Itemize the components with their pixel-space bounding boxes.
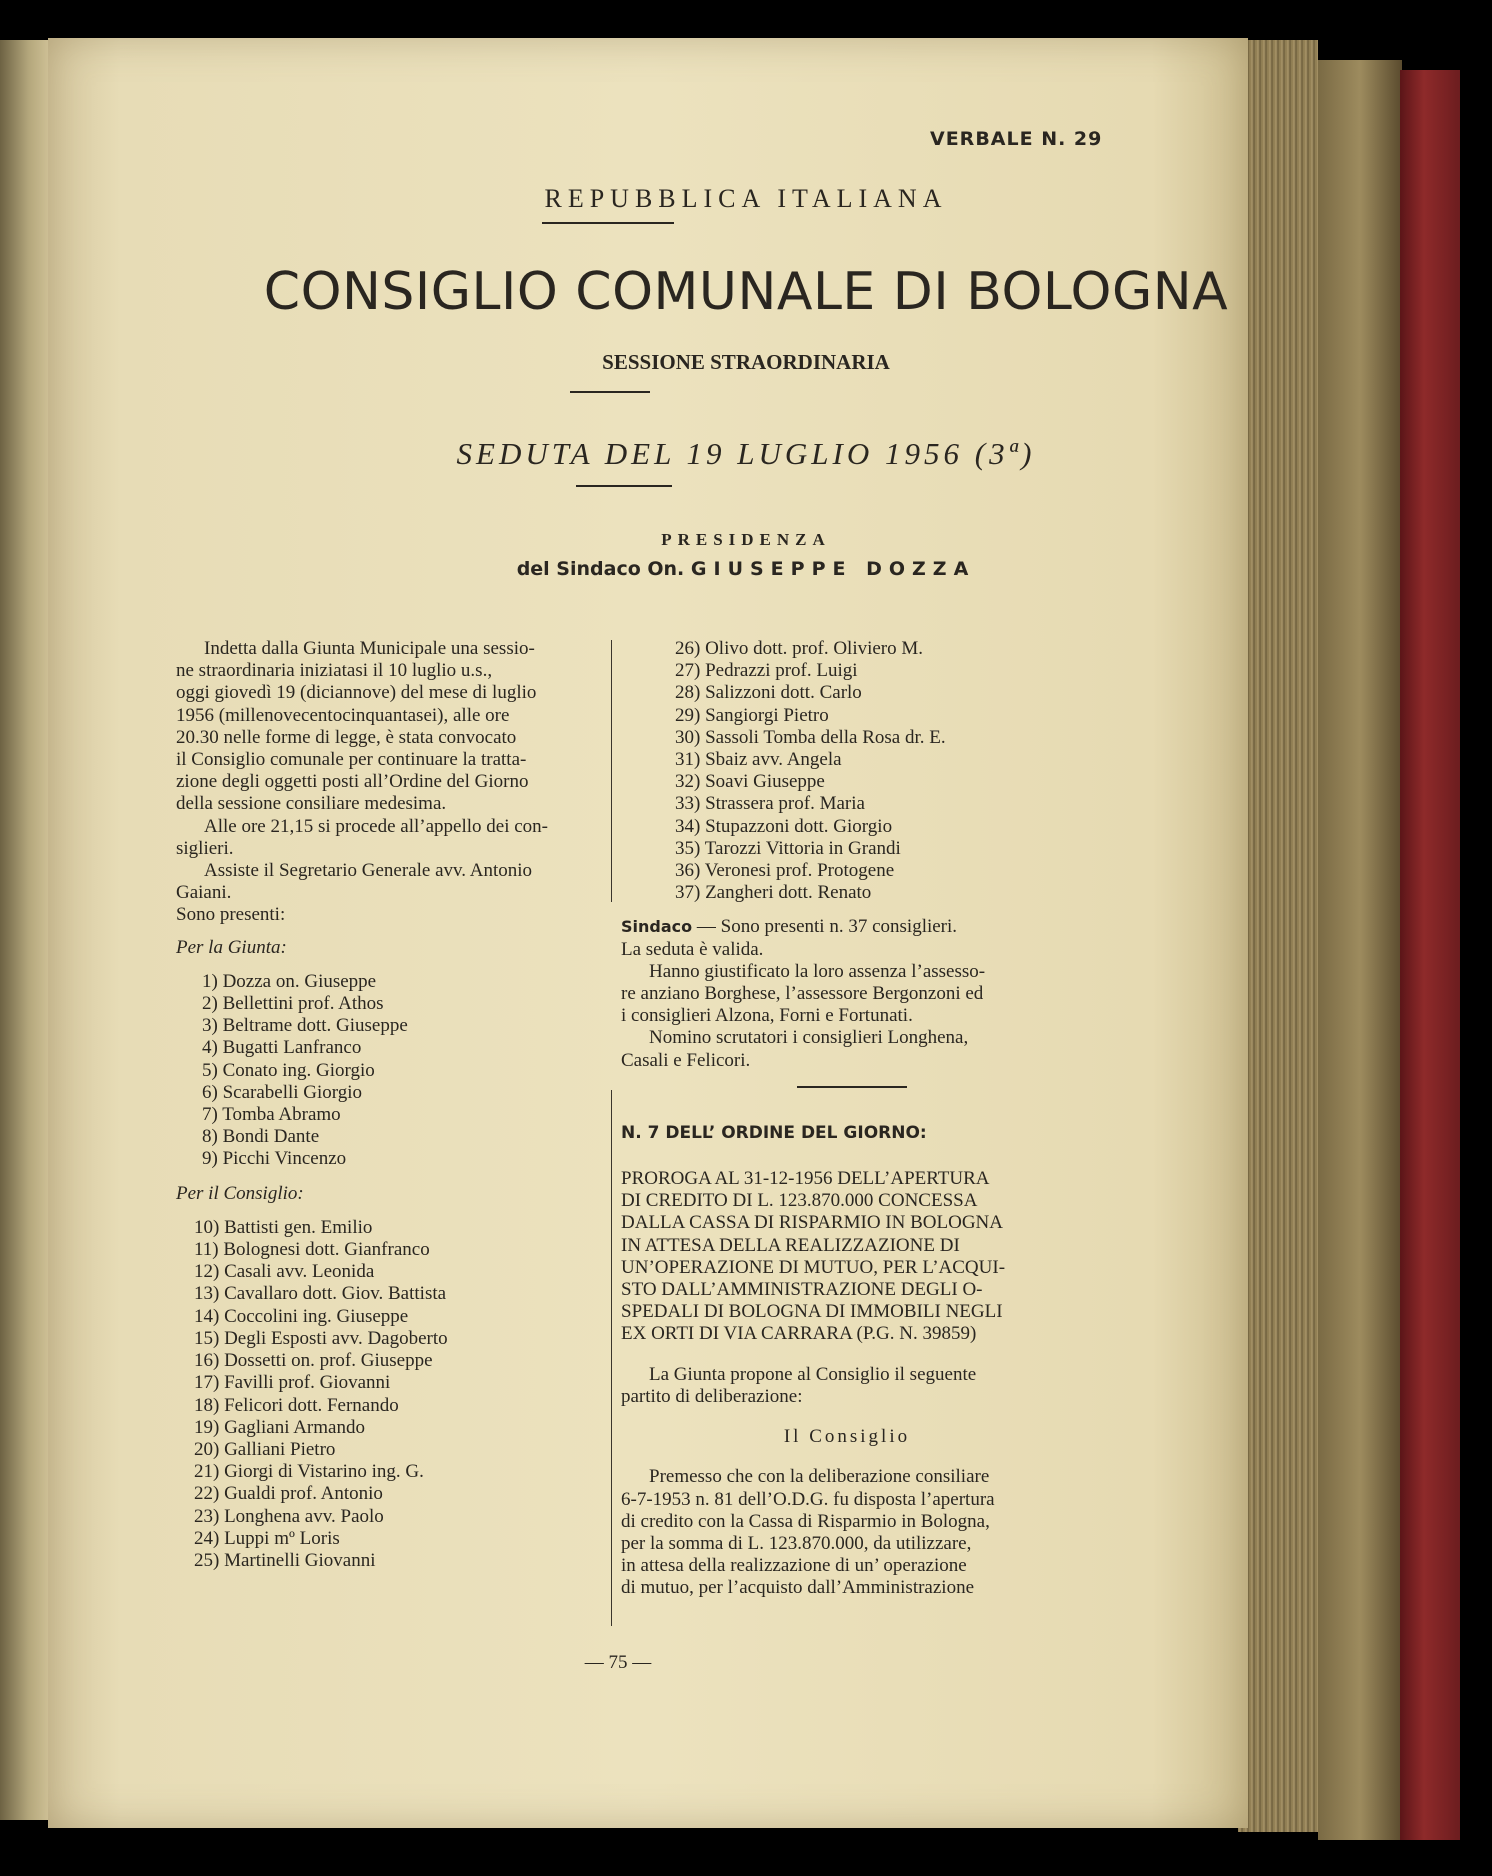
il-consiglio-heading: Il Consiglio <box>783 1426 911 1448</box>
consiglio-member: 16) Dossetti on. prof. Giuseppe <box>194 1350 433 1372</box>
intro-line: zione degli oggetti posti all’Ordine del Giorno <box>176 771 529 793</box>
premesso-line: in attesa della realizzazione di un’ operazione <box>621 1555 967 1577</box>
seduta-valida: La seduta è valida. <box>621 938 764 960</box>
consiglio-member: 18) Felicori dott. Fernando <box>194 1394 399 1416</box>
scrutineers-line: Nomino scrutatori i consiglieri Longhena, <box>649 1027 969 1049</box>
agenda-title-line: SPEDALI DI BOLOGNA DI IMMOBILI NEGLI <box>621 1301 1003 1323</box>
giunta-heading: Per la Giunta: <box>176 936 287 958</box>
premesso-line: di credito con la Cassa di Risparmio in Bologna, <box>621 1510 990 1532</box>
consiglio-member: 35) Tarozzi Vittoria in Grandi <box>675 837 901 859</box>
consiglio-member: 23) Longhena avv. Paolo <box>194 1505 384 1527</box>
agenda-title-line: DALLA CASSA DI RISPARMIO IN BOLOGNA <box>621 1212 1003 1234</box>
agenda-title-line: PROROGA AL 31-12-1956 DELL’APERTURA <box>621 1168 990 1190</box>
consiglio-member: 37) Zangheri dott. Renato <box>675 882 872 904</box>
consiglio-member: 25) Martinelli Giovanni <box>194 1549 376 1571</box>
president-name: GIUSEPPE DOZZA <box>690 558 976 580</box>
premesso-line: per la somma di L. 123.870.000, da utilizzare, <box>621 1532 972 1554</box>
consiglio-member: 32) Soavi Giuseppe <box>675 771 825 793</box>
roll-call-paragraph <box>176 816 594 860</box>
book-spine-edge <box>1318 60 1402 1840</box>
consiglio-member: 34) Stupazzoni dott. Giorgio <box>675 815 893 837</box>
verbale-number: VERBALE N. 29 <box>930 128 1103 150</box>
giunta-member: 2) Bellettini prof. Athos <box>202 993 384 1015</box>
council-title: CONSIGLIO COMUNALE DI BOLOGNA <box>263 262 1229 322</box>
sindaco-statement <box>621 916 1073 938</box>
giunta-member: 9) Picchi Vincenzo <box>202 1148 347 1170</box>
book-cover-edge <box>1400 70 1460 1840</box>
consiglio-member: 36) Veronesi prof. Protogene <box>675 860 895 882</box>
agenda-heading: N. 7 DELL’ ORDINE DEL GIORNO: <box>621 1122 927 1143</box>
absent-line: i consiglieri Alzona, Forni e Fortunati. <box>621 1005 913 1027</box>
column-divider-bottom <box>611 1090 612 1626</box>
giunta-member: 1) Dozza on. Giuseppe <box>202 970 377 992</box>
roll-call-line: siglieri. <box>176 837 234 859</box>
proposal-paragraph <box>621 1364 1073 1408</box>
consiglio-heading: Per il Consiglio: <box>176 1182 304 1204</box>
sindaco-label: Sindaco <box>621 917 693 937</box>
giunta-member: 3) Beltrame dott. Giuseppe <box>202 1015 408 1037</box>
proposal-line: La Giunta propone al Consiglio il seguente <box>649 1363 977 1385</box>
secretary-line: Assiste il Segretario Generale avv. Antonio <box>204 860 533 882</box>
agenda-title-line: IN ATTESA DELLA REALIZZAZIONE DI <box>621 1234 960 1256</box>
intro-line: oggi giovedì 19 (diciannove) del mese di luglio <box>176 682 537 704</box>
secretary-paragraph <box>176 860 594 904</box>
consiglio-member: 27) Pedrazzi prof. Luigi <box>675 660 858 682</box>
giunta-member: 8) Bondi Dante <box>202 1126 320 1148</box>
page-number: — 75 — <box>584 1652 652 1673</box>
consiglio-member: 13) Cavallaro dott. Giov. Battista <box>194 1283 447 1305</box>
president-line <box>0 558 1492 580</box>
agenda-title-line: DI CREDITO DI L. 123.870.000 CONCESSA <box>621 1190 978 1212</box>
agenda-title-line: UN’OPERAZIONE DI MUTUO, PER L’ACQUI- <box>621 1256 1006 1278</box>
roll-call-line: Alle ore 21,15 si procede all’appello dei con- <box>204 815 548 837</box>
consiglio-member: 24) Luppi mº Loris <box>194 1527 340 1549</box>
agenda-title-line: EX ORTI DI VIA CARRARA (P.G. N. 39859) <box>621 1323 977 1345</box>
giunta-member: 6) Scarabelli Giorgio <box>202 1081 363 1103</box>
consiglio-member: 19) Gagliani Armando <box>194 1416 365 1438</box>
sitting-heading: SEDUTA DEL 19 LUGLIO 1956 (3ª) <box>456 436 1036 471</box>
agenda-title <box>621 1168 1073 1346</box>
consiglio-member: 20) Galliani Pietro <box>194 1438 336 1460</box>
intro-line: della sessione consiliare medesima. <box>176 793 447 815</box>
sitting-underline <box>576 485 672 487</box>
absent-line: Hanno giustificato la loro assenza l’assesso- <box>649 960 986 982</box>
intro-paragraph <box>176 638 594 816</box>
intro-line: Indetta dalla Giunta Municipale una sessio- <box>204 638 535 659</box>
intro-line: ne straordinaria iniziatasi il 10 luglio u.s., <box>176 660 493 682</box>
consiglio-member: 26) Olivo dott. prof. Oliviero M. <box>675 638 924 659</box>
giunta-list <box>176 971 594 1171</box>
giunta-member: 5) Conato ing. Giorgio <box>202 1059 375 1081</box>
right-column <box>621 638 1073 1600</box>
president-prefix: del Sindaco On. <box>516 558 685 580</box>
scrutineers-paragraph <box>621 1027 1073 1071</box>
republic-underline <box>542 222 674 224</box>
intro-line: il Consiglio comunale per continuare la tratta- <box>176 749 527 771</box>
intro-line: 1956 (millenovecentocinquantasei), alle ore <box>176 704 510 726</box>
republic-heading: REPUBBLICA ITALIANA <box>544 184 948 213</box>
sindaco-text: — Sono presenti n. 37 consiglieri. <box>692 916 958 938</box>
consiglio-list <box>176 1217 594 1572</box>
absent-paragraph <box>621 961 1073 1028</box>
consiglio-member: 10) Battisti gen. Emilio <box>194 1216 373 1238</box>
consiglio-member: 33) Strassera prof. Maria <box>675 793 865 815</box>
consiglio-member: 14) Coccolini ing. Giuseppe <box>194 1305 409 1327</box>
section-rule <box>797 1086 907 1088</box>
premesso-paragraph <box>621 1466 1073 1599</box>
consiglio-member: 22) Gualdi prof. Antonio <box>194 1483 383 1505</box>
premesso-line: di mutuo, per l’acquisto dall’Amministrazione <box>621 1577 975 1599</box>
consiglio-member: 15) Degli Esposti avv. Dagoberto <box>194 1327 448 1349</box>
session-heading: SESSIONE STRAORDINARIA <box>602 350 890 374</box>
giunta-member: 4) Bugatti Lanfranco <box>202 1037 362 1059</box>
consiglio-member: 11) Bolognesi dott. Gianfranco <box>194 1239 430 1261</box>
column-divider-top <box>611 640 612 902</box>
consiglio-list-continued <box>621 638 1073 904</box>
intro-line: 20.30 nelle forme di legge, è stata convocato <box>176 726 517 748</box>
agenda-title-line: STO DALL’AMMINISTRAZIONE DEGLI O- <box>621 1279 983 1301</box>
premesso-line: Premesso che con la deliberazione consiliare <box>649 1466 990 1488</box>
consiglio-member: 28) Salizzoni dott. Carlo <box>675 682 862 704</box>
consiglio-member: 29) Sangiorgi Pietro <box>675 704 829 726</box>
consiglio-member: 31) Sbaiz avv. Angela <box>675 749 842 771</box>
secretary-line: Gaiani. <box>176 882 232 904</box>
present-label: Sono presenti: <box>176 904 286 926</box>
session-underline <box>570 391 650 393</box>
left-column <box>176 638 594 1572</box>
presidency-heading: PRESIDENZA <box>661 530 831 549</box>
giunta-member: 7) Tomba Abramo <box>202 1104 341 1126</box>
premesso-line: 6-7-1953 n. 81 dell’O.D.G. fu disposta l’apertura <box>621 1488 995 1510</box>
consiglio-member: 21) Giorgi di Vistarino ing. G. <box>194 1461 424 1483</box>
consiglio-member: 12) Casali avv. Leonida <box>194 1261 375 1283</box>
consiglio-member: 17) Favilli prof. Giovanni <box>194 1372 391 1394</box>
scrutineers-line: Casali e Felicori. <box>621 1049 751 1071</box>
proposal-line: partito di deliberazione: <box>621 1385 803 1407</box>
absent-line: re anziano Borghese, l’assessore Bergonzoni ed <box>621 983 984 1005</box>
consiglio-member: 30) Sassoli Tomba della Rosa dr. E. <box>675 726 946 748</box>
